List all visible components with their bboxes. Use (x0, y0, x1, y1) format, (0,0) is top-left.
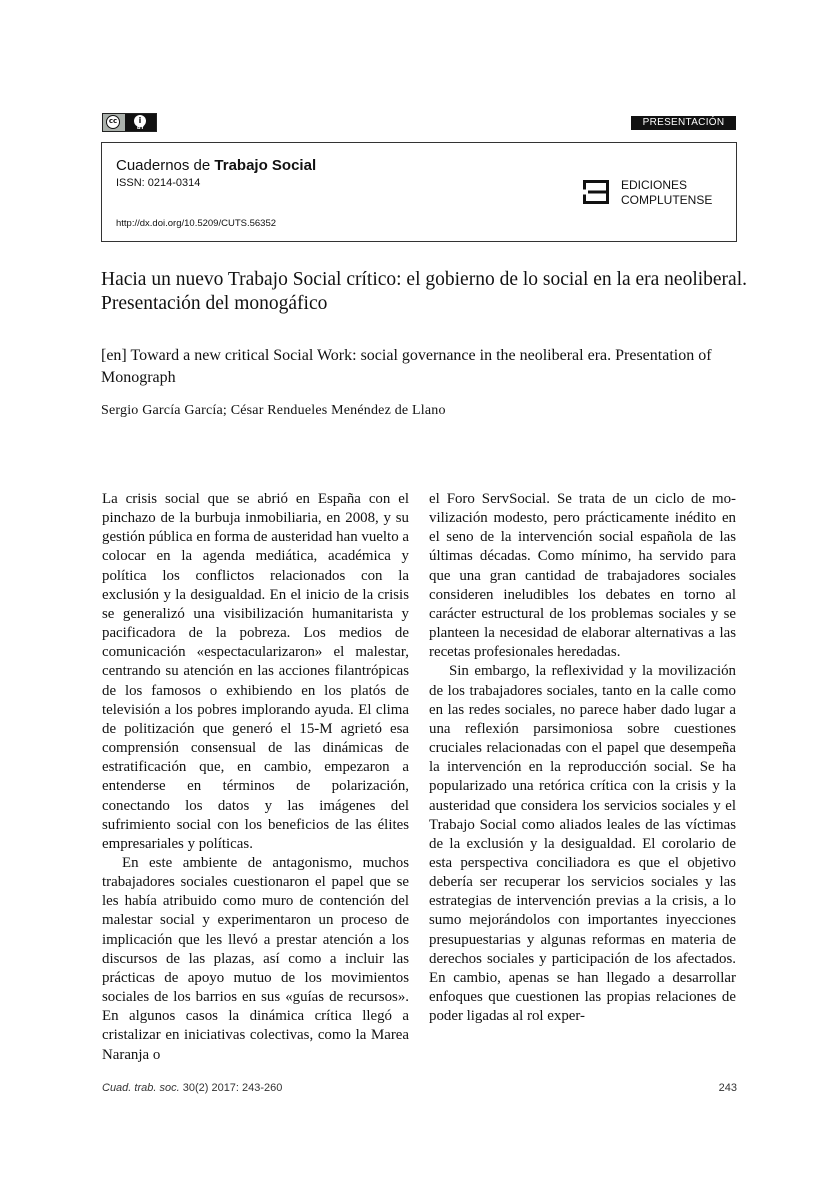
by-icon (125, 114, 156, 131)
paragraph: En este ambiente de antagonismo, muchos trabajadores sociales cuestionaron el papel que se les había atribuido como muro de contención del malestar social y experimentaron un proceso de implicación que les llevó a prestar atención a los discursos de las plazas, así como a incluir las prácticas de apoyo mutuo de los movimientos sociales de los barrios en sus «guías de recursos». En algunos casos la dinámica crítica llegó a cristalizar en iniciativas colectivas, como la Marea Naranja o (102, 854, 409, 1063)
by-label: BY (136, 125, 145, 131)
doi-link[interactable]: http://dx.doi.org/10.5209/CUTS.56352 (116, 218, 277, 229)
article-authors: Sergio García García; César Rendueles Menéndez de Llano (101, 403, 446, 418)
journal-abbreviation: Cuad. trab. soc. (102, 1082, 180, 1094)
paragraph: Sin embargo, la reflexividad y la movilización de los trabajadores sociales, tanto en la calle como en las redes sociales, no parece haber dado lugar a una reflexión parsimoniosa sobre cuestiones cruciales relacionadas con el papel que desempeña la intervención en la reproducción social. Se ha popularizado una retórica crítica con la crisis y la austeridad que considera los servicios sociales y el Trabajo Social como aliados leales de las víctimas de la exclusión y la desigualdad. El corolario de esta perspectiva conciliadora es que el objetivo debería ser recuperar los servicios sociales y las estrategias de intervención previas a la crisis, a lo sumo mejorándolos con importantes inyecciones presupuestarias y algunas reformas en materia de derechos sociales y participación de los afectados. En cambio, apenas se han llegado a desarrollar enfoques que cuestionen las propias relaciones de poder ligadas al rol exper- (429, 663, 736, 1025)
person-icon: i (134, 115, 146, 127)
cc-by-license-badge (102, 113, 157, 132)
paragraph: el Foro ServSocial. Se trata de un ciclo de movilización modesto, pero prácticamente inédito en el seno de la intervención social española de las últimas décadas. Como mínimo, ha servido para que una gran cantidad de trabajadores sociales consideren ineludibles los debates en torno al carácter estructural de los problemas sociales y se planteen la necesidad de elaborar alternativas a las recetas profesionales heredadas. (429, 491, 736, 661)
body-column-right (429, 490, 736, 1026)
publisher-name (621, 178, 712, 208)
citation-volume-pages: 30(2) 2017: 243-260 (182, 1082, 283, 1094)
journal-title (116, 157, 316, 174)
article-title-english: [en] Toward a new critical Social Work: social governance in the neoliberal era. Presentation of Monograph (101, 347, 712, 386)
journal-issn: ISSN: 0214-0314 (116, 177, 201, 189)
footer-citation (102, 1082, 282, 1094)
page-number: 243 (718, 1082, 737, 1094)
article-title: Hacia un nuevo Trabajo Social crítico: el gobierno de lo social en la era neoliberal. Presentación del monogáfico (101, 269, 747, 314)
section-label: PRESENTACIÓN (631, 116, 736, 130)
ediciones-complutense-logo-icon (583, 180, 609, 204)
journal-title-bold: Trabajo Social (214, 157, 317, 174)
body-column-left (102, 490, 409, 1065)
publisher-name-line2: COMPLUTENSE (621, 193, 713, 207)
publisher-name-line1: EDICIONES (621, 178, 688, 192)
journal-title-prefix: Cuadernos de (116, 157, 211, 174)
paragraph: La crisis social que se abrió en España con el pinchazo de la burbuja inmobiliaria, en 2008, y su gestión pública en forma de austeridad han vuelto a colocar en la agenda mediática, académica y política los conflictos relacionados con la exclusión y la desigualdad. En el inicio de la crisis se generalizó una visibilización humanitarista y pacificadora de la pobreza. Los medios de comunicación «espectacularizaron» el malestar, centrando su atención en las acciones filantrópicas de los famosos o exhibiendo en los platós de televisión a los pobres implorando ayuda. El clima de politización que generó el 15-M agrietó esa comprensión consensual de las dinámicas de estratificación que, en cambio, empezaron a entenderse en términos de polarización, conectando los datos y las imágenes del sufrimiento social con los beneficios de las élites empresariales y políticas. (102, 491, 409, 852)
cc-icon: cc (106, 115, 120, 129)
